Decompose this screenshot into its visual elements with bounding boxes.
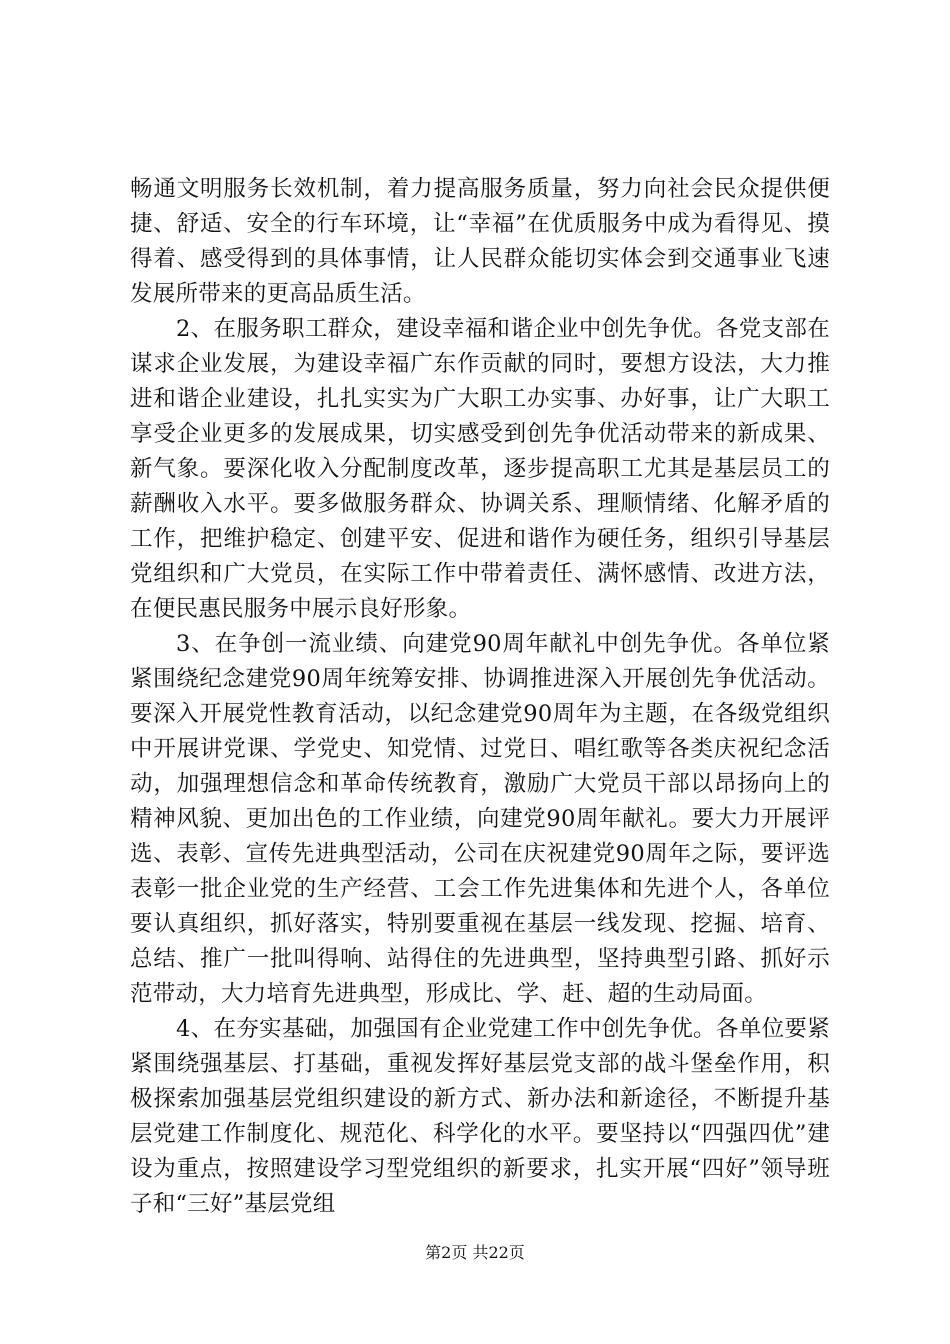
paragraph-item-4: 4、在夯实基础，加强国有企业党建工作中创先争优。各单位要紧紧围绕强基层、打基础，重视发挥好基层党支部的战斗堡垒作用，积极探索加强基层党组织建设的新方式、新办法和新途径，不断提升基层党建工作制度化、规范化、科学化的水平。要坚持以“四强四优”建设为重点，按照建设学习型党组织的新要求，扎实开展“四好”领导班子和“三好”基层党组 xyxy=(130,1016,830,1217)
page-footer xyxy=(0,1243,950,1263)
paragraph-item-2: 2、在服务职工群众，建设幸福和谐企业中创先争优。各党支部在谋求企业发展，为建设幸福广东作贡献的同时，要想方设法，大力推进和谐企业建设，扎扎实实为广大职工办实事、办好事，让广大职工享受企业更多的发展成果，切实感受到创先争优活动带来的新成果、新气象。要深化收入分配制度改革，逐步提高职工尤其是基层员工的薪酬收入水平。要多做服务群众、协调关系、理顺情绪、化解矛盾的工作，把维护稳定、创建平安、促进和谐作为硬任务，组织引导基层党组织和广大党员，在实际工作中带着责任、满怀感情、改进方法，在便民惠民服务中展示良好形象。 xyxy=(130,316,830,622)
paragraph-continuation: 畅通文明服务长效机制，着力提高服务质量，努力向社会民众提供便捷、舒适、安全的行车环境，让“幸福”在优质服务中成为看得见、摸得着、感受得到的具体事情，让人民群众能切实体会到交通事业飞速发展所带来的更高品质生活。 xyxy=(130,176,830,307)
document-body xyxy=(130,172,830,1222)
paragraph-item-3: 3、在争创一流业绩、向建党90周年献礼中创先争优。各单位紧紧围绕纪念建党90周年统筹安排、协调推进深入开展创先争优活动。要深入开展党性教育活动，以纪念建党90周年为主题，在各级党组织中开展讲党课、学党史、知党情、过党日、唱红歌等各类庆祝纪念活动，加强理想信念和革命传统教育，激励广大党员干部以昂扬向上的精神风貌、更加出色的工作业绩，向建党90周年献礼。要大力开展评选、表彰、宣传先进典型活动，公司在庆祝建党90周年之际，要评选表彰一批企业党的生产经营、工会工作先进集体和先进个人，各单位要认真组织，抓好落实，特别要重视在基层一线发现、挖掘、培育、总结、推广一批叫得响、站得住的先进典型，坚持典型引路、抓好示范带动，大力培育先进典型，形成比、学、赶、超的生动局面。 xyxy=(130,631,830,1007)
page-number: 第2页 共22页 xyxy=(425,1243,525,1262)
